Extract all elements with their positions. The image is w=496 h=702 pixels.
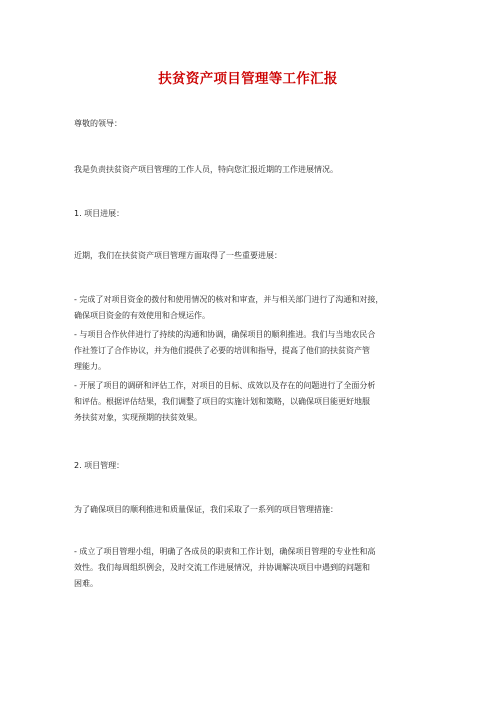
bullet-line: 确保项目资金的有效使用和合规运作。 [74, 311, 210, 320]
bullet-line: - 成立了项目管理小组，明确了各成员的职责和工作计划，确保项目管理的专业性和高 [74, 547, 376, 556]
salutation: 尊敬的领导： [74, 119, 122, 128]
bullet-line: 和评估。根据评估结果，我们调整了项目的实施计划和策略，以确保项目能更好地服 [74, 397, 370, 406]
bullet-line: - 与项目合作伙伴进行了持续的沟通和协调，确保项目的顺利推进。我们与当地农民合 [74, 330, 376, 339]
bullet-line: 务扶贫对象，实现预期的扶贫效果。 [74, 413, 202, 422]
bullet-line: - 完成了对项目资金的拨付和使用情况的核对和审查，并与相关部门进行了沟通和对接， [74, 295, 384, 304]
section-2-bullet-1 [74, 544, 446, 592]
section-2-heading: 2. 项目管理： [74, 461, 125, 470]
section-1-lead: 近期，我们在扶贫资产项目管理方面取得了一些重要进展： [74, 251, 282, 260]
section-2-lead: 为了确保项目的顺利推进和质量保证，我们采取了一系列的项目管理措施： [74, 505, 338, 514]
bullet-line: - 开展了项目的调研和评估工作，对项目的目标、成效以及存在的问题进行了全面分析 [74, 381, 376, 390]
bullet-line: 作社签订了合作协议，并为他们提供了必要的培训和指导，提高了他们的扶贫资产管 [74, 346, 370, 355]
document-title: 扶贫资产项目管理等工作汇报 [158, 71, 338, 87]
bullet-line: 效性。我们每周组织例会，及时交流工作进展情况，并协调解决项目中遇到的问题和 [74, 563, 370, 572]
bullet-line: 困难。 [74, 579, 98, 588]
section-1-heading: 1. 项目进展： [74, 209, 125, 218]
bullet-line: 理能力。 [74, 362, 106, 371]
section-1-bullet-1 [74, 292, 446, 324]
section-1-bullet-3 [74, 378, 446, 426]
section-1-bullet-2 [74, 327, 446, 375]
intro-paragraph: 我是负责扶贫资产项目管理的工作人员，特向您汇报近期的工作进展情况。 [74, 165, 338, 174]
